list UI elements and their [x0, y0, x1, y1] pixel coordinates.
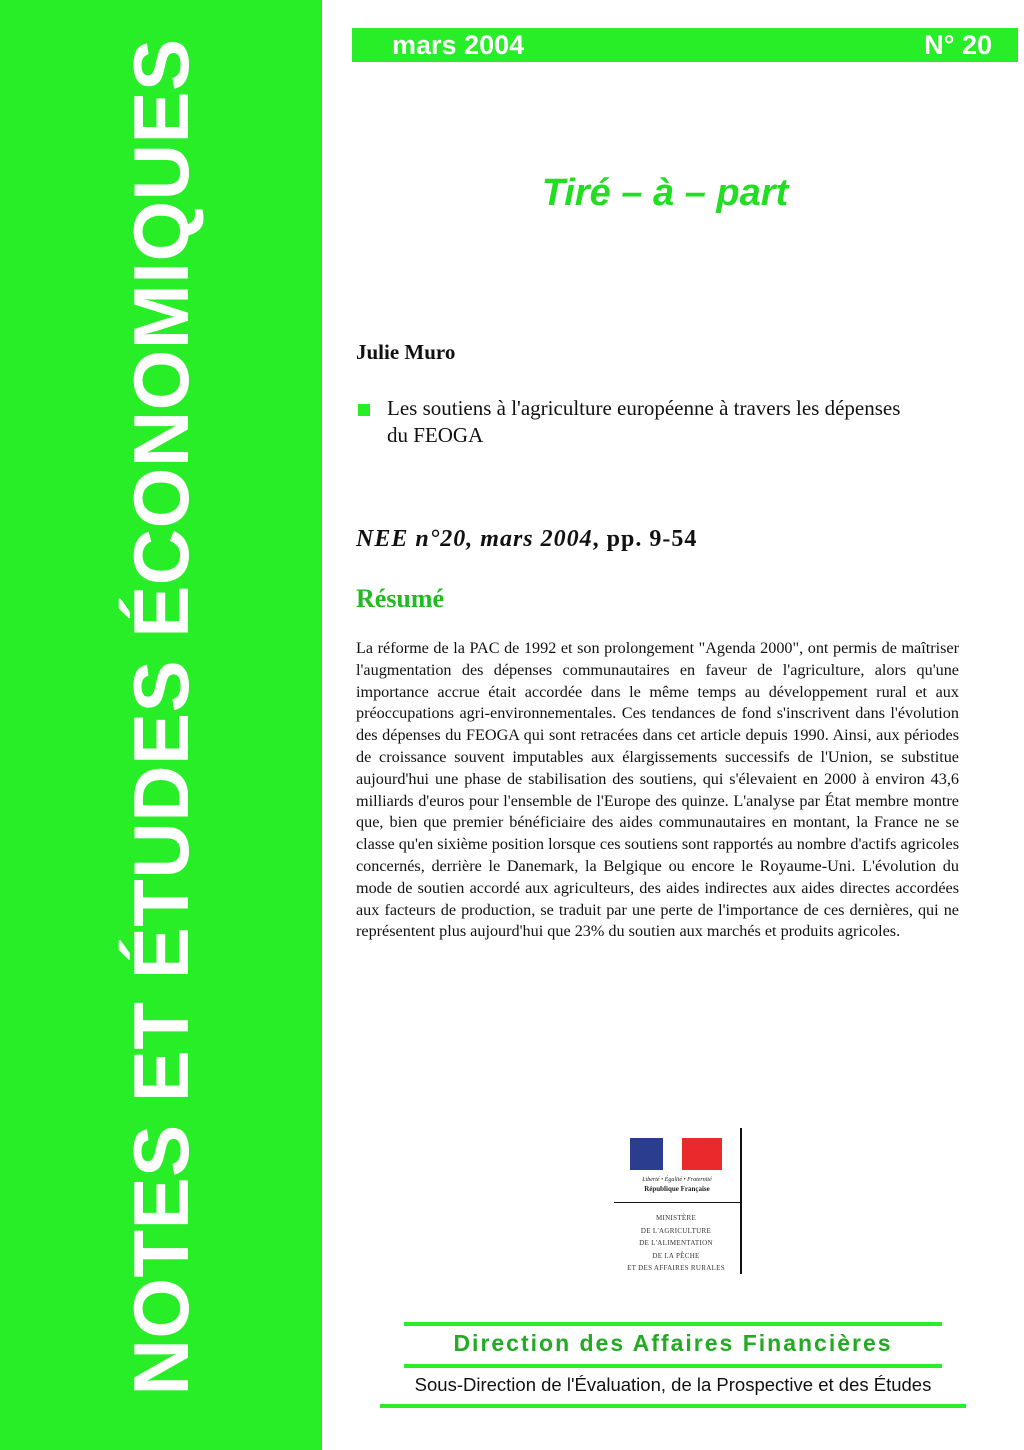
reference-pages: , pp. 9-54	[592, 526, 698, 552]
series-sidebar	[0, 0, 322, 1450]
issue-bar	[352, 28, 1018, 62]
abstract-text: La réforme de la PAC de 1992 et son prolongement "Agenda 2000", ont permis de maîtriser l'augmentation des dépenses communautaires en faveur de l'agriculture, alors qu'une importance accrue était accordée dans le même temps au développement rural et aux préoccupations agri-environnementales. Ces tendances de fond s'inscrivent dans l'évolution des dépenses du FEOGA qui sont retracées dans cet article depuis 1990. Ainsi, aux périodes de croissance souvent imputables aux élargissements successifs de l'Union, se substitue aujourd'hui une phase de stabilisation des soutiens, qui s'élevaient en 2000 à environ 43,6 milliards d'euros pour l'ensemble de l'Europe des quinze. L'analyse par État membre montre que, bien que premier bénéficiaire des aides communautaires en montant, la France ne se classe qu'en sixième position lorsque ces soutiens sont rapportés au nombre d'actifs agricoles concernés, derrière le Danemark, la Belgique ou encore le Royaume-Uni. L'évolution du mode de soutien accordé aux agriculteurs, des aides indirectes aux aides directes accordées aux facteurs de production, se traduit par une perte de l'importance de ces dernières, qui ne représentent plus aujourd'hui que 23% du soutien aux marchés et produits agricoles.	[356, 639, 959, 941]
tire-a-part-title: Tiré – à – part	[541, 172, 789, 214]
issue-number: N° 20	[924, 29, 992, 60]
footer-rule-bottom	[380, 1404, 966, 1408]
ministry-line: DE LA PÊCHE	[652, 1251, 700, 1260]
ministry-name	[614, 1212, 738, 1275]
ministry-logo	[614, 1128, 742, 1274]
ministry-line: ET DES AFFAIRES RURALES	[627, 1264, 725, 1272]
logo-republic: République Française	[644, 1185, 710, 1193]
logo-divider	[614, 1202, 742, 1203]
ministry-line: MINISTÈRE	[655, 1214, 697, 1222]
issue-date: mars 2004	[392, 29, 525, 60]
ministry-line: DE L'AGRICULTURE	[640, 1226, 712, 1235]
footer-rule-top	[404, 1322, 942, 1326]
ministry-line: DE L'ALIMENTATION	[639, 1239, 713, 1247]
series-title: NOTES ET ÉTUDES ÉCONOMIQUES	[117, 38, 205, 1396]
sub-direction: Sous-Direction de l'Évaluation, de la Prospective et des Études	[414, 1374, 932, 1395]
author-name: Julie Muro	[356, 340, 456, 364]
article-title-text: Les soutiens à l'agriculture européenne à travers les dépenses du FEOGA	[387, 396, 901, 447]
direction-title: Direction des Affaires Financières	[453, 1330, 893, 1356]
article-title	[358, 395, 918, 449]
logo-vertical-rule	[740, 1128, 742, 1274]
logo-motto: Liberté • Égalité • Fraternité	[642, 1177, 712, 1183]
french-flag-icon	[630, 1138, 722, 1170]
footer-rule-middle	[404, 1364, 942, 1368]
resume-heading: Résumé	[356, 584, 445, 613]
reference	[356, 526, 697, 553]
square-bullet-icon	[358, 404, 370, 416]
reference-journal: NEE n°20, mars 2004	[356, 526, 593, 552]
